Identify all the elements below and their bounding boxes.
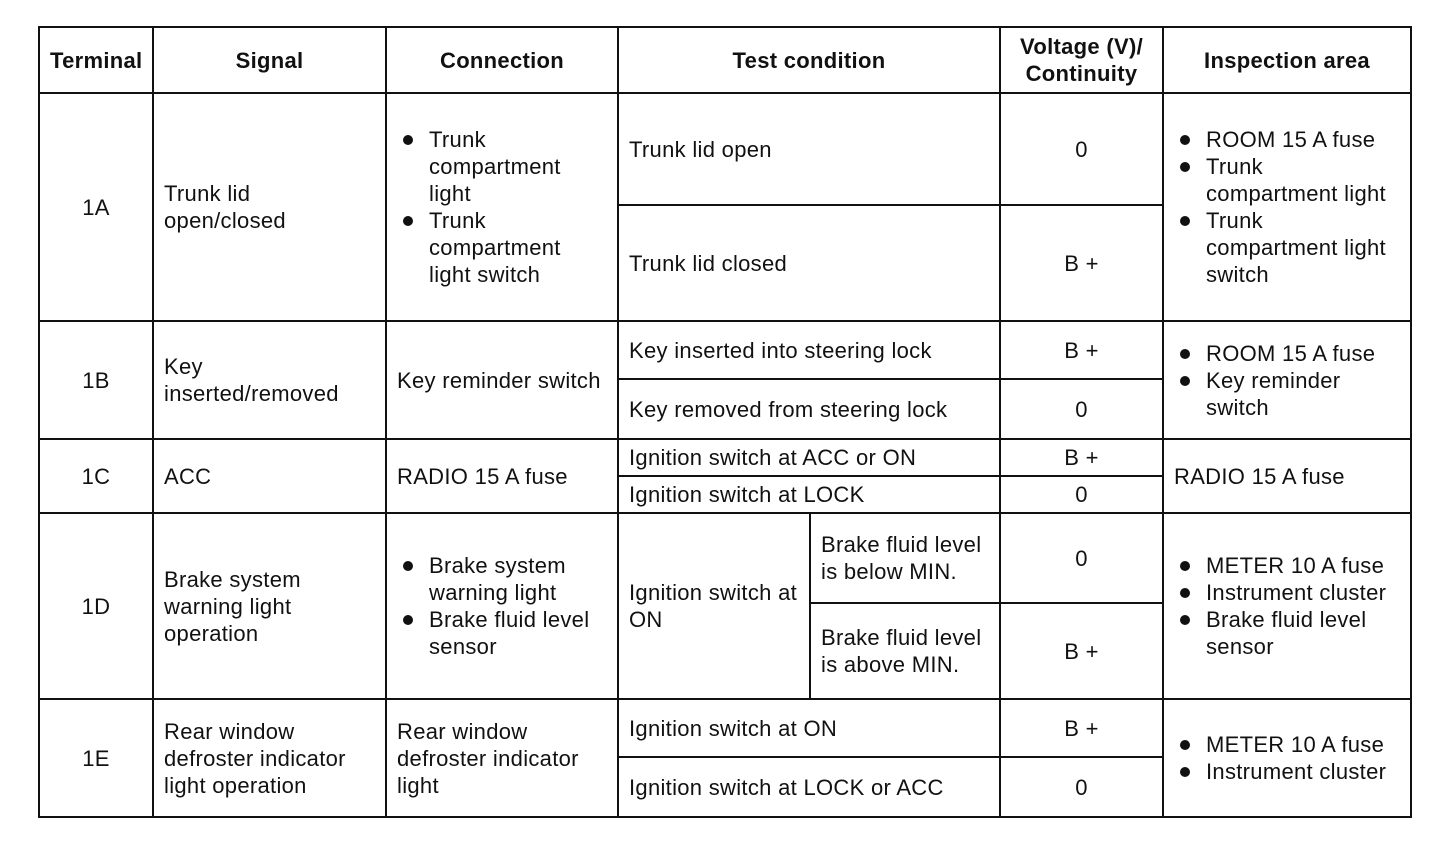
inspection-cell [1163, 699, 1411, 817]
table-row [39, 439, 1411, 476]
inspection-item: METER 10 A fuse [1174, 552, 1400, 579]
connection-cell [386, 513, 618, 699]
header-row [39, 27, 1411, 93]
inspection-item: Instrument cluster [1174, 579, 1400, 606]
test-condition-cell: Ignition switch at ON [618, 699, 1000, 757]
terminal-spec-table [38, 26, 1412, 818]
test-condition-cell: Key inserted into steering lock [618, 321, 1000, 379]
voltage-cell: B + [1000, 439, 1163, 476]
inspection-cell: RADIO 15 A fuse [1163, 439, 1411, 513]
header-voltage-line2: Continuity [1025, 61, 1138, 86]
test-condition-sub-cell: Brake fluid level is above MIN. [810, 603, 1000, 699]
inspection-item: METER 10 A fuse [1174, 731, 1400, 758]
voltage-cell: B + [1000, 699, 1163, 757]
header-terminal: Terminal [39, 27, 153, 93]
signal-cell: Key inserted/removed [153, 321, 386, 439]
header-voltage [1000, 27, 1163, 93]
test-condition-main-cell: Ignition switch at ON [618, 513, 810, 699]
terminal-cell: 1B [39, 321, 153, 439]
connection-item: Brake system warning light [397, 552, 607, 606]
header-test-condition: Test condition [618, 27, 1000, 93]
signal-cell: Rear window defroster indicator light operation [153, 699, 386, 817]
test-condition-cell: Trunk lid open [618, 93, 1000, 205]
connection-item: Trunk compartment light switch [397, 207, 607, 288]
terminal-cell: 1D [39, 513, 153, 699]
connection-cell: Rear window defroster indicator light [386, 699, 618, 817]
inspection-cell [1163, 321, 1411, 439]
voltage-cell: 0 [1000, 757, 1163, 817]
terminal-cell: 1E [39, 699, 153, 817]
table-row [39, 513, 1411, 603]
table-row [39, 93, 1411, 205]
test-condition-cell: Trunk lid closed [618, 205, 1000, 321]
connection-cell: RADIO 15 A fuse [386, 439, 618, 513]
terminal-cell: 1C [39, 439, 153, 513]
inspection-item: ROOM 15 A fuse [1174, 340, 1400, 367]
header-voltage-line1: Voltage (V)/ [1020, 34, 1143, 59]
terminal-cell: 1A [39, 93, 153, 321]
voltage-cell: 0 [1000, 513, 1163, 603]
inspection-item: Instrument cluster [1174, 758, 1400, 785]
inspection-cell [1163, 93, 1411, 321]
table-row [39, 699, 1411, 757]
connection-cell: Key reminder switch [386, 321, 618, 439]
header-inspection-area: Inspection area [1163, 27, 1411, 93]
voltage-cell: B + [1000, 321, 1163, 379]
voltage-cell: 0 [1000, 476, 1163, 513]
inspection-item: ROOM 15 A fuse [1174, 126, 1400, 153]
test-condition-cell: Ignition switch at ACC or ON [618, 439, 1000, 476]
inspection-item: Trunk compartment light [1174, 153, 1400, 207]
voltage-cell: 0 [1000, 379, 1163, 439]
inspection-item: Brake fluid level sensor [1174, 606, 1400, 660]
table-row [39, 321, 1411, 379]
signal-cell: ACC [153, 439, 386, 513]
test-condition-sub-cell: Brake fluid level is below MIN. [810, 513, 1000, 603]
header-connection: Connection [386, 27, 618, 93]
voltage-cell: 0 [1000, 93, 1163, 205]
test-condition-cell: Key removed from steering lock [618, 379, 1000, 439]
inspection-item: Trunk compartment light switch [1174, 207, 1400, 288]
test-condition-cell: Ignition switch at LOCK or ACC [618, 757, 1000, 817]
signal-cell: Trunk lid open/closed [153, 93, 386, 321]
signal-cell: Brake system warning light operation [153, 513, 386, 699]
connection-item: Trunk compartment light [397, 126, 607, 207]
header-signal: Signal [153, 27, 386, 93]
voltage-cell: B + [1000, 205, 1163, 321]
connection-cell [386, 93, 618, 321]
terminal-spec-table-frame [38, 26, 1410, 818]
voltage-cell: B + [1000, 603, 1163, 699]
test-condition-cell: Ignition switch at LOCK [618, 476, 1000, 513]
connection-item: Brake fluid level sensor [397, 606, 607, 660]
inspection-cell [1163, 513, 1411, 699]
inspection-item: Key reminder switch [1174, 367, 1400, 421]
